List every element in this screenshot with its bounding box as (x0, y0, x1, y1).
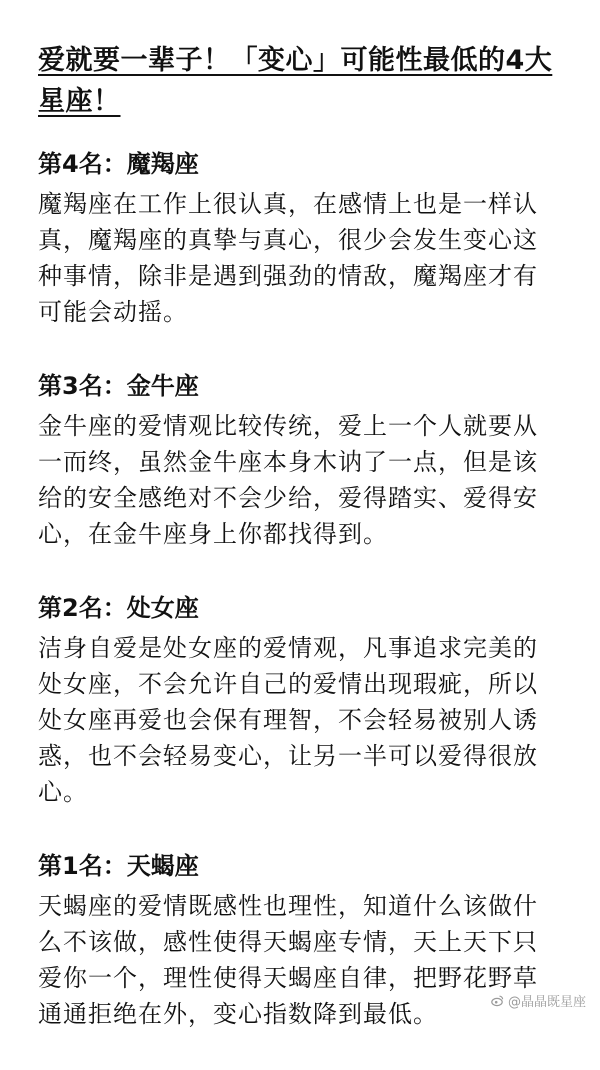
rank-section-2 (38, 590, 558, 810)
section-body: 天蝎座的爱情既感性也理性，知道什么该做什么不该做，感性使得天蝎座专情，天上天下只爱你一个，理性使得天蝎座自律，把野花野草通通拒绝在外，变心指数降到最低。 (38, 892, 538, 1028)
rank-section-4 (38, 146, 558, 330)
weibo-logo-icon (491, 994, 504, 1007)
section-heading: 第2名：处女座 (38, 594, 199, 622)
section-heading: 第4名：魔羯座 (38, 150, 199, 178)
section-body: 洁身自爱是处女座的爱情观，凡事追求完美的处女座，不会允许自己的爱情出现瑕疵，所以处女座再爱也会保有理智，不会轻易被别人诱惑，也不会轻易变心，让另一半可以爱得很放心。 (38, 634, 538, 806)
section-heading: 第1名：天蝎座 (38, 852, 199, 880)
section-body: 金牛座的爱情观比较传统，爱上一个人就要从一而终，虽然金牛座本身木讷了一点，但是该给的安全感绝对不会少给，爱得踏实、爱得安心，在金牛座身上你都找得到。 (38, 412, 538, 548)
article-title: 爱就要一辈子！「变心」可能性最低的4大星座！ (38, 45, 553, 117)
watermark (491, 991, 586, 1010)
rank-section-3 (38, 368, 558, 552)
rank-section-1 (38, 848, 558, 1032)
article (38, 40, 558, 1070)
section-body: 魔羯座在工作上很认真，在感情上也是一样认真，魔羯座的真挚与真心，很少会发生变心这种事情，除非是遇到强劲的情敌，魔羯座才有可能会动摇。 (38, 190, 538, 326)
watermark-text: @晶晶既星座 (507, 995, 586, 1010)
section-heading: 第3名：金牛座 (38, 372, 199, 400)
